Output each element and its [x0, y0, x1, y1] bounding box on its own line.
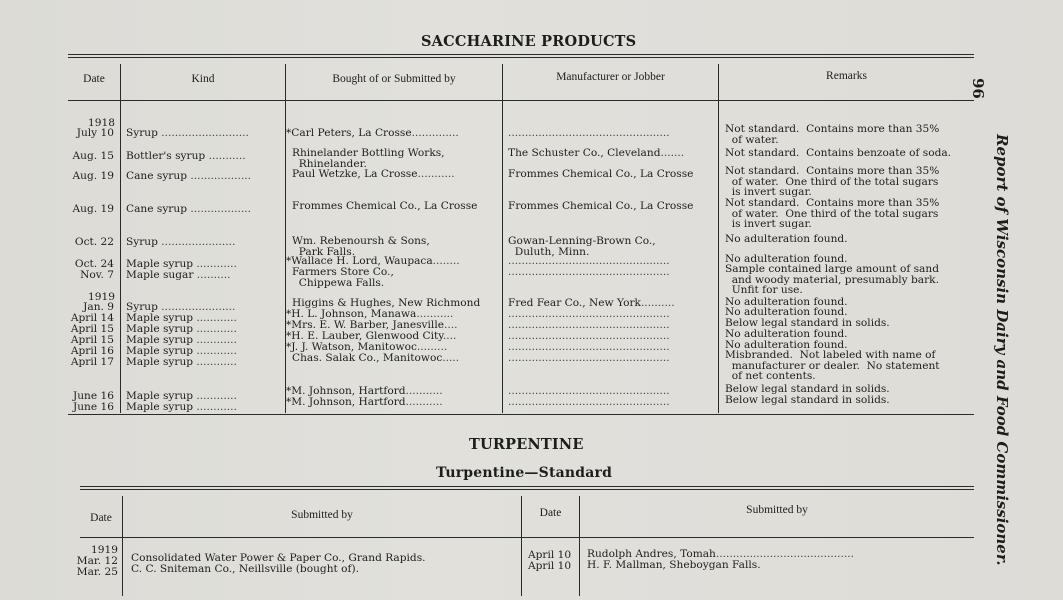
- header-remarks: Remarks: [826, 70, 867, 82]
- table-bottom-rule: [68, 414, 974, 415]
- table-row-by: *Mrs. E. W. Barber, Janesville....: [286, 319, 458, 331]
- turp-top-rule: [80, 486, 974, 487]
- table-row-date: Aug. 15: [72, 150, 114, 162]
- table-row-kind: Maple syrup ............: [126, 390, 237, 402]
- table-row-kind: Maple syrup ............: [126, 345, 237, 357]
- table-row-mfr-dots: ................................................: [508, 396, 670, 408]
- table-row-mfr-dots: ................................................: [508, 330, 670, 342]
- header-bottom-rule: [68, 100, 974, 101]
- table-row-remarks: Not standard. Contains more than 35% of water. One third of the total sugars is invert sugar.: [725, 165, 940, 198]
- turp-header-submitted-by: Submitted by: [291, 509, 353, 521]
- turpentine-subtitle: Turpentine—Standard: [436, 465, 613, 481]
- col-divider-4: [718, 64, 719, 413]
- table-row-kind: Maple syrup ............: [126, 312, 237, 324]
- table-row-kind: Maple syrup ............: [126, 334, 237, 346]
- running-title: Report of Wisconsin Dairy and Food Commissioner.: [993, 134, 1011, 566]
- header-kind: Kind: [191, 73, 215, 85]
- table-row-remarks: Not standard. Contains more than 35% of water.: [725, 123, 940, 146]
- table-row-by: Rhinelander Bottling Works, Rhinelander.: [292, 147, 445, 170]
- table-row-mfr: Gowan-Lenning-Brown Co., Duluth, Minn.: [508, 235, 656, 258]
- table-row-kind: Maple sugar ..........: [126, 269, 231, 281]
- table-row-kind: Syrup ..........................: [126, 127, 249, 139]
- table-row-kind: Cane syrup ..................: [126, 203, 251, 215]
- table-row-kind: Maple syrup ............: [126, 356, 237, 368]
- table-row-by: H. F. Mallman, Sheboygan Falls.: [587, 559, 761, 571]
- table-row-remarks: No adulteration found.: [725, 296, 848, 308]
- table-top-rule-2: [68, 57, 974, 58]
- col-divider-3: [502, 64, 503, 413]
- table-row-mfr: The Schuster Co., Cleveland.......: [508, 147, 685, 159]
- table-row-kind: Syrup ......................: [126, 301, 236, 313]
- table-row-date: April 17: [70, 356, 114, 368]
- table-row-by: *M. Johnson, Hartford...........: [286, 396, 443, 408]
- table-row-remarks: No adulteration found.: [725, 306, 848, 318]
- table-row-mfr: Fred Fear Co., New York..........: [508, 297, 675, 309]
- table-row-by: Rudolph Andres, Tomah.........................................: [587, 548, 854, 560]
- table-row-remarks: Below legal standard in solids.: [725, 317, 890, 329]
- table-row-by: Paul Wetzke, La Crosse...........: [292, 168, 455, 180]
- table-row-date: Mar. 12: [76, 555, 118, 567]
- table-row-by: *Carl Peters, La Crosse..............: [286, 127, 459, 139]
- table-row-by: Chas. Salak Co., Manitowoc.....: [292, 352, 460, 364]
- saccharine-title: SACCHARINE PRODUCTS: [421, 33, 637, 50]
- table-row-date: April 10: [528, 560, 572, 572]
- table-row-mfr-dots: ................................................: [508, 341, 670, 353]
- table-row-date: Mar. 25: [76, 566, 118, 578]
- table-row-date: April 10: [528, 549, 572, 561]
- table-row-remarks: No adulteration found.: [725, 339, 848, 351]
- turp-header-date: Date: [90, 512, 112, 524]
- table-row-remarks: Not standard. Contains more than 35% of water. One third of the total sugars is invert sugar.: [725, 197, 940, 230]
- table-row-remarks: No adulteration found.: [725, 328, 848, 340]
- turp-top-rule-2: [80, 489, 974, 490]
- table-row-kind: Cane syrup ..................: [126, 170, 251, 182]
- table-row-kind: Bottler's syrup ...........: [126, 150, 246, 162]
- table-row-date: Jan. 9: [83, 301, 114, 313]
- turp-header-date-2: Date: [539, 507, 562, 519]
- table-row-mfr-dots: ................................................: [508, 308, 670, 320]
- table-row-remarks: Sample contained large amount of sand and woody material, presumably bark. Unfit for use.: [725, 263, 939, 296]
- table-row-by: Frommes Chemical Co., La Crosse: [292, 200, 478, 212]
- turp-header-submitted-by-2: Submitted by: [746, 504, 808, 516]
- table-row-date: April 16: [70, 345, 114, 357]
- running-title-container: [993, 82, 1013, 566]
- table-row-by: *J. J. Watson, Manitowoc.........: [286, 341, 448, 353]
- table-row-remarks: No adulteration found.: [725, 253, 848, 265]
- table-row-mfr-dots: ................................................: [508, 385, 670, 397]
- turp-year: 1919: [91, 544, 118, 556]
- table-row-mfr-dots: ................................................: [508, 319, 670, 331]
- table-row-remarks: Not standard. Contains benzoate of soda.: [725, 147, 952, 159]
- table-row-by: *H. E. Lauber, Glenwood City....: [286, 330, 457, 342]
- table-row-mfr-dots: ................................................: [508, 352, 670, 364]
- table-row-mfr: Frommes Chemical Co., La Crosse: [508, 168, 694, 180]
- table-row-date: June 16: [72, 401, 114, 413]
- page-number: 96: [969, 78, 987, 99]
- year-1919: 1919: [88, 291, 115, 303]
- table-row-mfr-dots: ................................................: [508, 127, 670, 139]
- table-row-date: Aug. 19: [72, 170, 114, 182]
- col-divider-2: [285, 64, 286, 413]
- table-row-date: April 15: [70, 334, 114, 346]
- table-row-remarks: Below legal standard in solids.: [725, 383, 890, 395]
- table-row-kind: Syrup ......................: [126, 236, 236, 248]
- table-row-kind: Maple syrup ............: [126, 323, 237, 335]
- table-row-date: June 16: [72, 390, 114, 402]
- table-row-by: *M. Johnson, Hartford...........: [286, 385, 443, 397]
- table-row-mfr-dots: ................................................: [508, 266, 670, 278]
- table-row-by: *H. L. Johnson, Manawa...........: [286, 308, 454, 320]
- table-row-date: Oct. 24: [74, 258, 114, 270]
- table-row-by: C. C. Sniteman Co., Neillsville (bought of).: [131, 563, 359, 575]
- table-row-kind: Maple syrup ............: [126, 401, 237, 413]
- table-top-rule: [68, 54, 974, 55]
- table-row-date: July 10: [76, 127, 114, 139]
- header-bought-of: Bought of or Submitted by: [332, 73, 456, 85]
- turpentine-title: TURPENTINE: [469, 436, 584, 453]
- table-row-by: Consolidated Water Power & Paper Co., Grand Rapids.: [131, 552, 426, 564]
- year-1918: 1918: [88, 117, 115, 129]
- table-row-by: *Wallace H. Lord, Waupaca........: [286, 255, 460, 267]
- table-row-remarks: Misbranded. Not labeled with name of manufacturer or dealer. No statement of net contents.: [725, 349, 940, 382]
- table-row-by: Wm. Rebenoursh & Sons, Park Falls.: [292, 235, 430, 258]
- table-row-by: Farmers Store Co., Chippewa Falls.: [292, 266, 394, 289]
- table-row-kind: Maple syrup ............: [126, 258, 237, 270]
- header-date: Date: [83, 73, 105, 85]
- table-row-date: April 15: [70, 323, 114, 335]
- table-row-date: April 14: [70, 312, 114, 324]
- table-row-date: Oct. 22: [74, 236, 114, 248]
- table-row-remarks: Below legal standard in solids.: [725, 394, 890, 406]
- table-row-remarks: No adulteration found.: [725, 233, 848, 245]
- table-row-mfr: Frommes Chemical Co., La Crosse: [508, 200, 694, 212]
- table-row-date: Nov. 7: [80, 269, 114, 281]
- turp-header-rule: [80, 537, 974, 538]
- col-divider-1: [120, 64, 121, 413]
- table-row-date: Aug. 19: [72, 203, 114, 215]
- header-manufacturer: Manufacturer or Jobber: [556, 71, 665, 83]
- table-row-mfr-dots: ................................................: [508, 255, 670, 267]
- table-row-by: Higgins & Hughes, New Richmond: [292, 297, 481, 309]
